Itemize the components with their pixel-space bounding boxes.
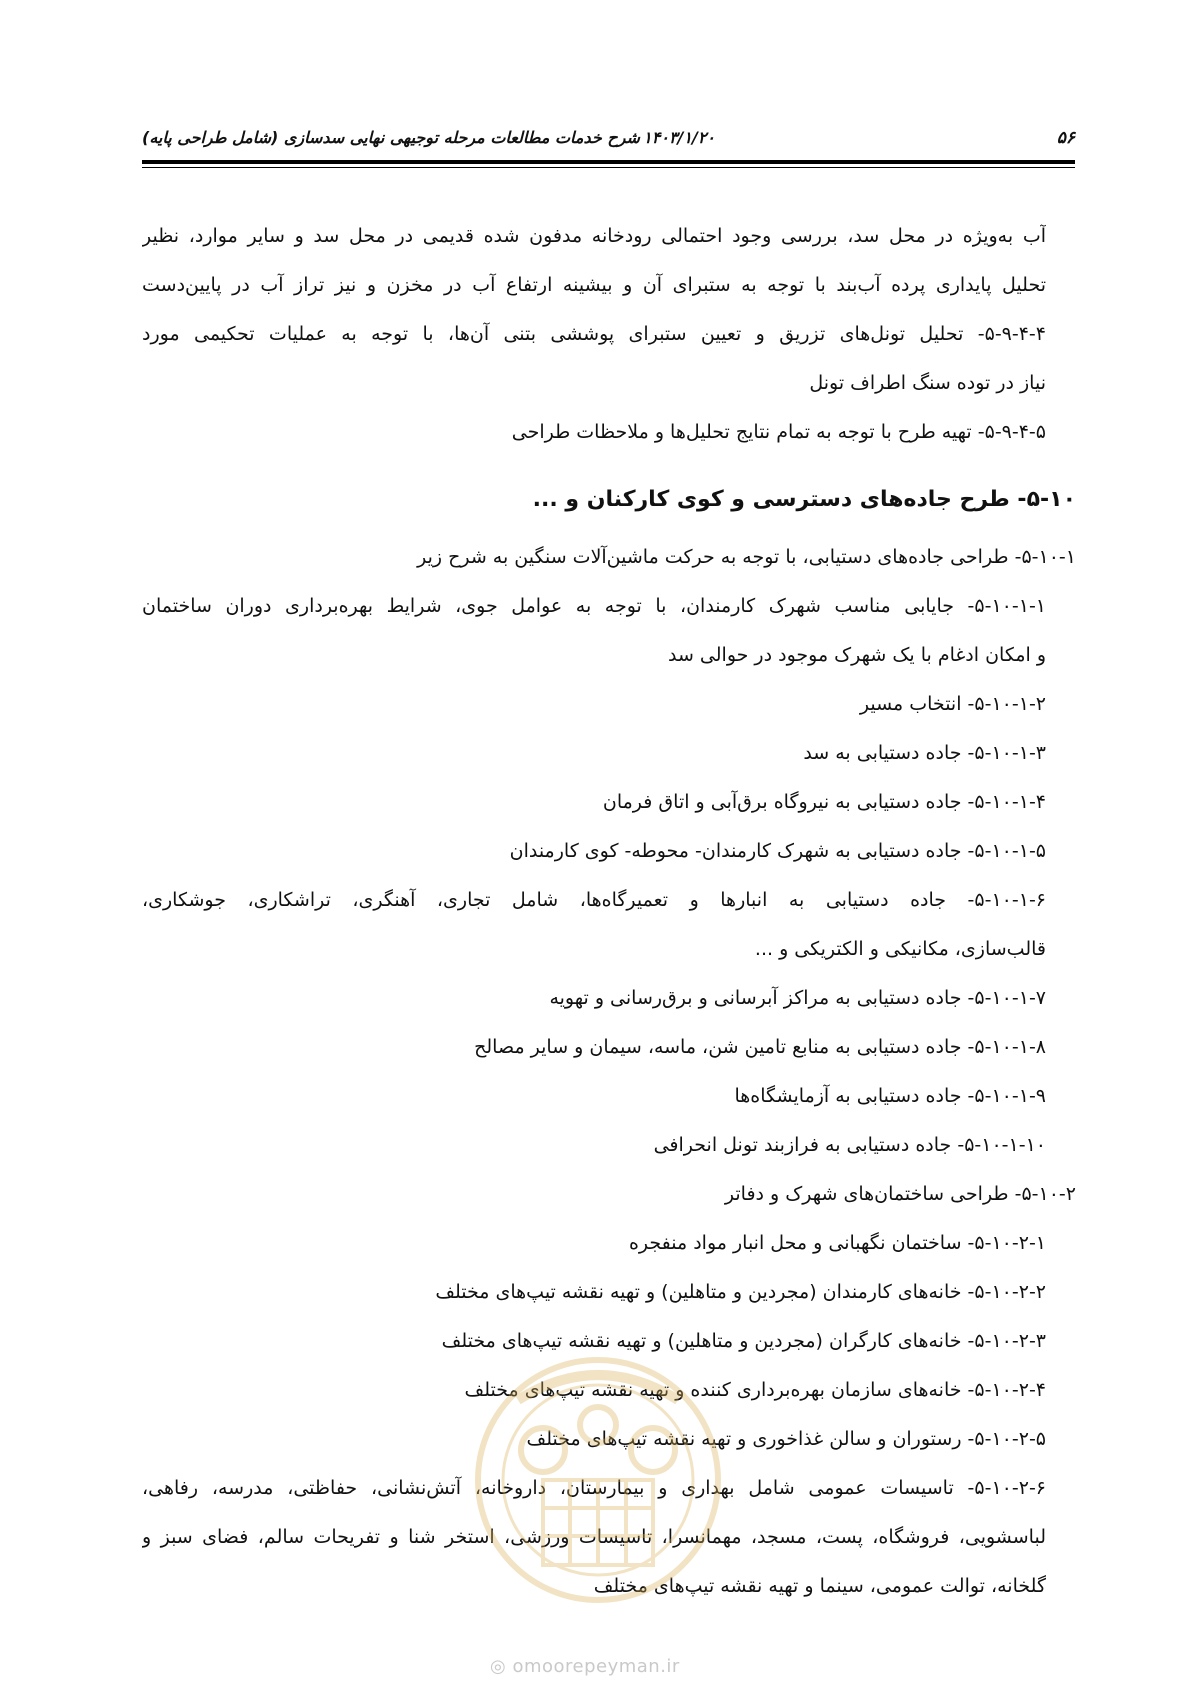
list-item: ۵-۱۰-۱-۸- جاده دستیابی به منابع تامین شن، ماسه، سیمان و سایر مصالح <box>474 1036 1046 1058</box>
header-title: شرح خدمات مطالعات مرحله توجیهی نهایی سدسازی (شامل طراحی پایه) <box>142 128 640 147</box>
list-item: ۵-۱۰-۱-۷- جاده دستیابی به مراکز آبرسانی و برق‌رسانی و تهویه <box>549 987 1046 1009</box>
paragraph-line: ۵-۹-۴-۵- تهیه طرح با توجه به تمام نتایج تحلیل‌ها و ملاحظات طراحی <box>511 421 1046 443</box>
list-item: ۵-۱۰-۲-۶- تاسیسات عمومی شامل بهداری و بیمارستان، داروخانه، آتش‌نشانی، حفاظتی، مدرسه، رفاهی، <box>142 1477 1046 1499</box>
paragraph-line: تحلیل پایداری پرده آب‌بند با توجه به ستبرای آن و بیشینه ارتفاع آب در مخزن و نیز تراز آب در پایین‌دست <box>142 274 1046 296</box>
list-item: ۵-۱۰-۱-۵- جاده دستیابی به شهرک کارمندان- محوطه- کوی کارمندان <box>509 840 1046 862</box>
page-header <box>142 128 1075 154</box>
list-item: ۵-۱۰-۲-۳- خانه‌های کارگران (مجردین و متاهلین) و تهیه نقشه تیپ‌های مختلف <box>441 1330 1046 1352</box>
list-item: ۵-۱۰-۱-۱- جایابی مناسب شهرک کارمندان، با توجه به عوامل جوی، شرایط بهره‌برداری دوران ساختمان <box>142 595 1046 617</box>
paragraph-line: ۵-۹-۴-۴- تحلیل تونل‌های تزریق و تعیین ستبرای پوششی بتنی آن‌ها، با توجه به عملیات تحکیمی مورد <box>142 323 1046 345</box>
list-item: ۵-۱۰-۱-۲- انتخاب مسیر <box>859 693 1046 715</box>
paragraph-line: آب به‌ویژه در محل سد، بررسی وجود احتمالی رودخانه مدفون شده قدیمی در محل سد و سایر موارد، نظیر <box>142 225 1046 247</box>
list-item: لباسشویی، فروشگاه، پست، مسجد، مهمانسرا، تاسیسات ورزشی، استخر شنا و تفریحات سالم، فضای سبز و <box>142 1526 1046 1548</box>
list-item: ۵-۱۰-۲-۲- خانه‌های کارمندان (مجردین و متاهلین) و تهیه نقشه تیپ‌های مختلف <box>435 1281 1046 1303</box>
paragraph-line: نیاز در توده سنگ اطراف تونل <box>809 372 1046 394</box>
list-item: ۵-۱۰-۲-۵- رستوران و سالن غذاخوری و تهیه نقشه تیپ‌های مختلف <box>526 1428 1046 1450</box>
subsection-line: ۵-۱۰-۱- طراحی جاده‌های دستیابی، با توجه به حرکت ماشین‌آلات سنگین به شرح زیر <box>417 546 1076 568</box>
list-item: ۵-۱۰-۱-۳- جاده دستیابی به سد <box>803 742 1046 764</box>
watermark-url: ◎ omoorepeyman.ir <box>490 1656 680 1677</box>
subsection-line: ۵-۱۰-۲- طراحی ساختمان‌های شهرک و دفاتر <box>724 1183 1076 1205</box>
list-item: ۵-۱۰-۱-۴- جاده دستیابی به نیروگاه برق‌آبی و اتاق فرمان <box>602 791 1046 813</box>
list-item: و امکان ادغام با یک شهرک موجود در حوالی سد <box>668 644 1046 666</box>
list-item: قالب‌سازی، مکانیکی و الکتریکی و ... <box>754 938 1046 960</box>
page-number: ۵۶ <box>1056 128 1075 148</box>
list-item: ۵-۱۰-۱-۹- جاده دستیابی به آزمایشگاه‌ها <box>734 1085 1046 1107</box>
watermark-url-text: omoorepeyman.ir <box>512 1656 680 1677</box>
list-item: ۵-۱۰-۱-۶- جاده دستیابی به انبارها و تعمیرگاه‌ها، شامل تجاری، آهنگری، تراشکاری، جوشکاری، <box>142 889 1046 911</box>
list-item: گلخانه، توالت عمومی، سینما و تهیه نقشه تیپ‌های مختلف <box>593 1575 1046 1597</box>
document-body <box>142 212 1076 1611</box>
header-rule-thin <box>142 167 1075 168</box>
header-date: ۱۴۰۳/۱/۲۰ <box>643 128 715 147</box>
list-item: ۵-۱۰-۲-۱- ساختمان نگهبانی و محل انبار مواد منفجره <box>628 1232 1046 1254</box>
list-item: ۵-۱۰-۲-۴- خانه‌های سازمان بهره‌برداری کننده و تهیه نقشه تیپ‌های مختلف <box>464 1379 1046 1401</box>
section-heading: ۵-۱۰- طرح جاده‌های دسترسی و کوی کارکنان و ... <box>532 487 1076 512</box>
header-rule-thick <box>142 160 1075 164</box>
list-item: ۵-۱۰-۱-۱۰- جاده دستیابی به فرازبند تونل انحرافی <box>653 1134 1046 1156</box>
